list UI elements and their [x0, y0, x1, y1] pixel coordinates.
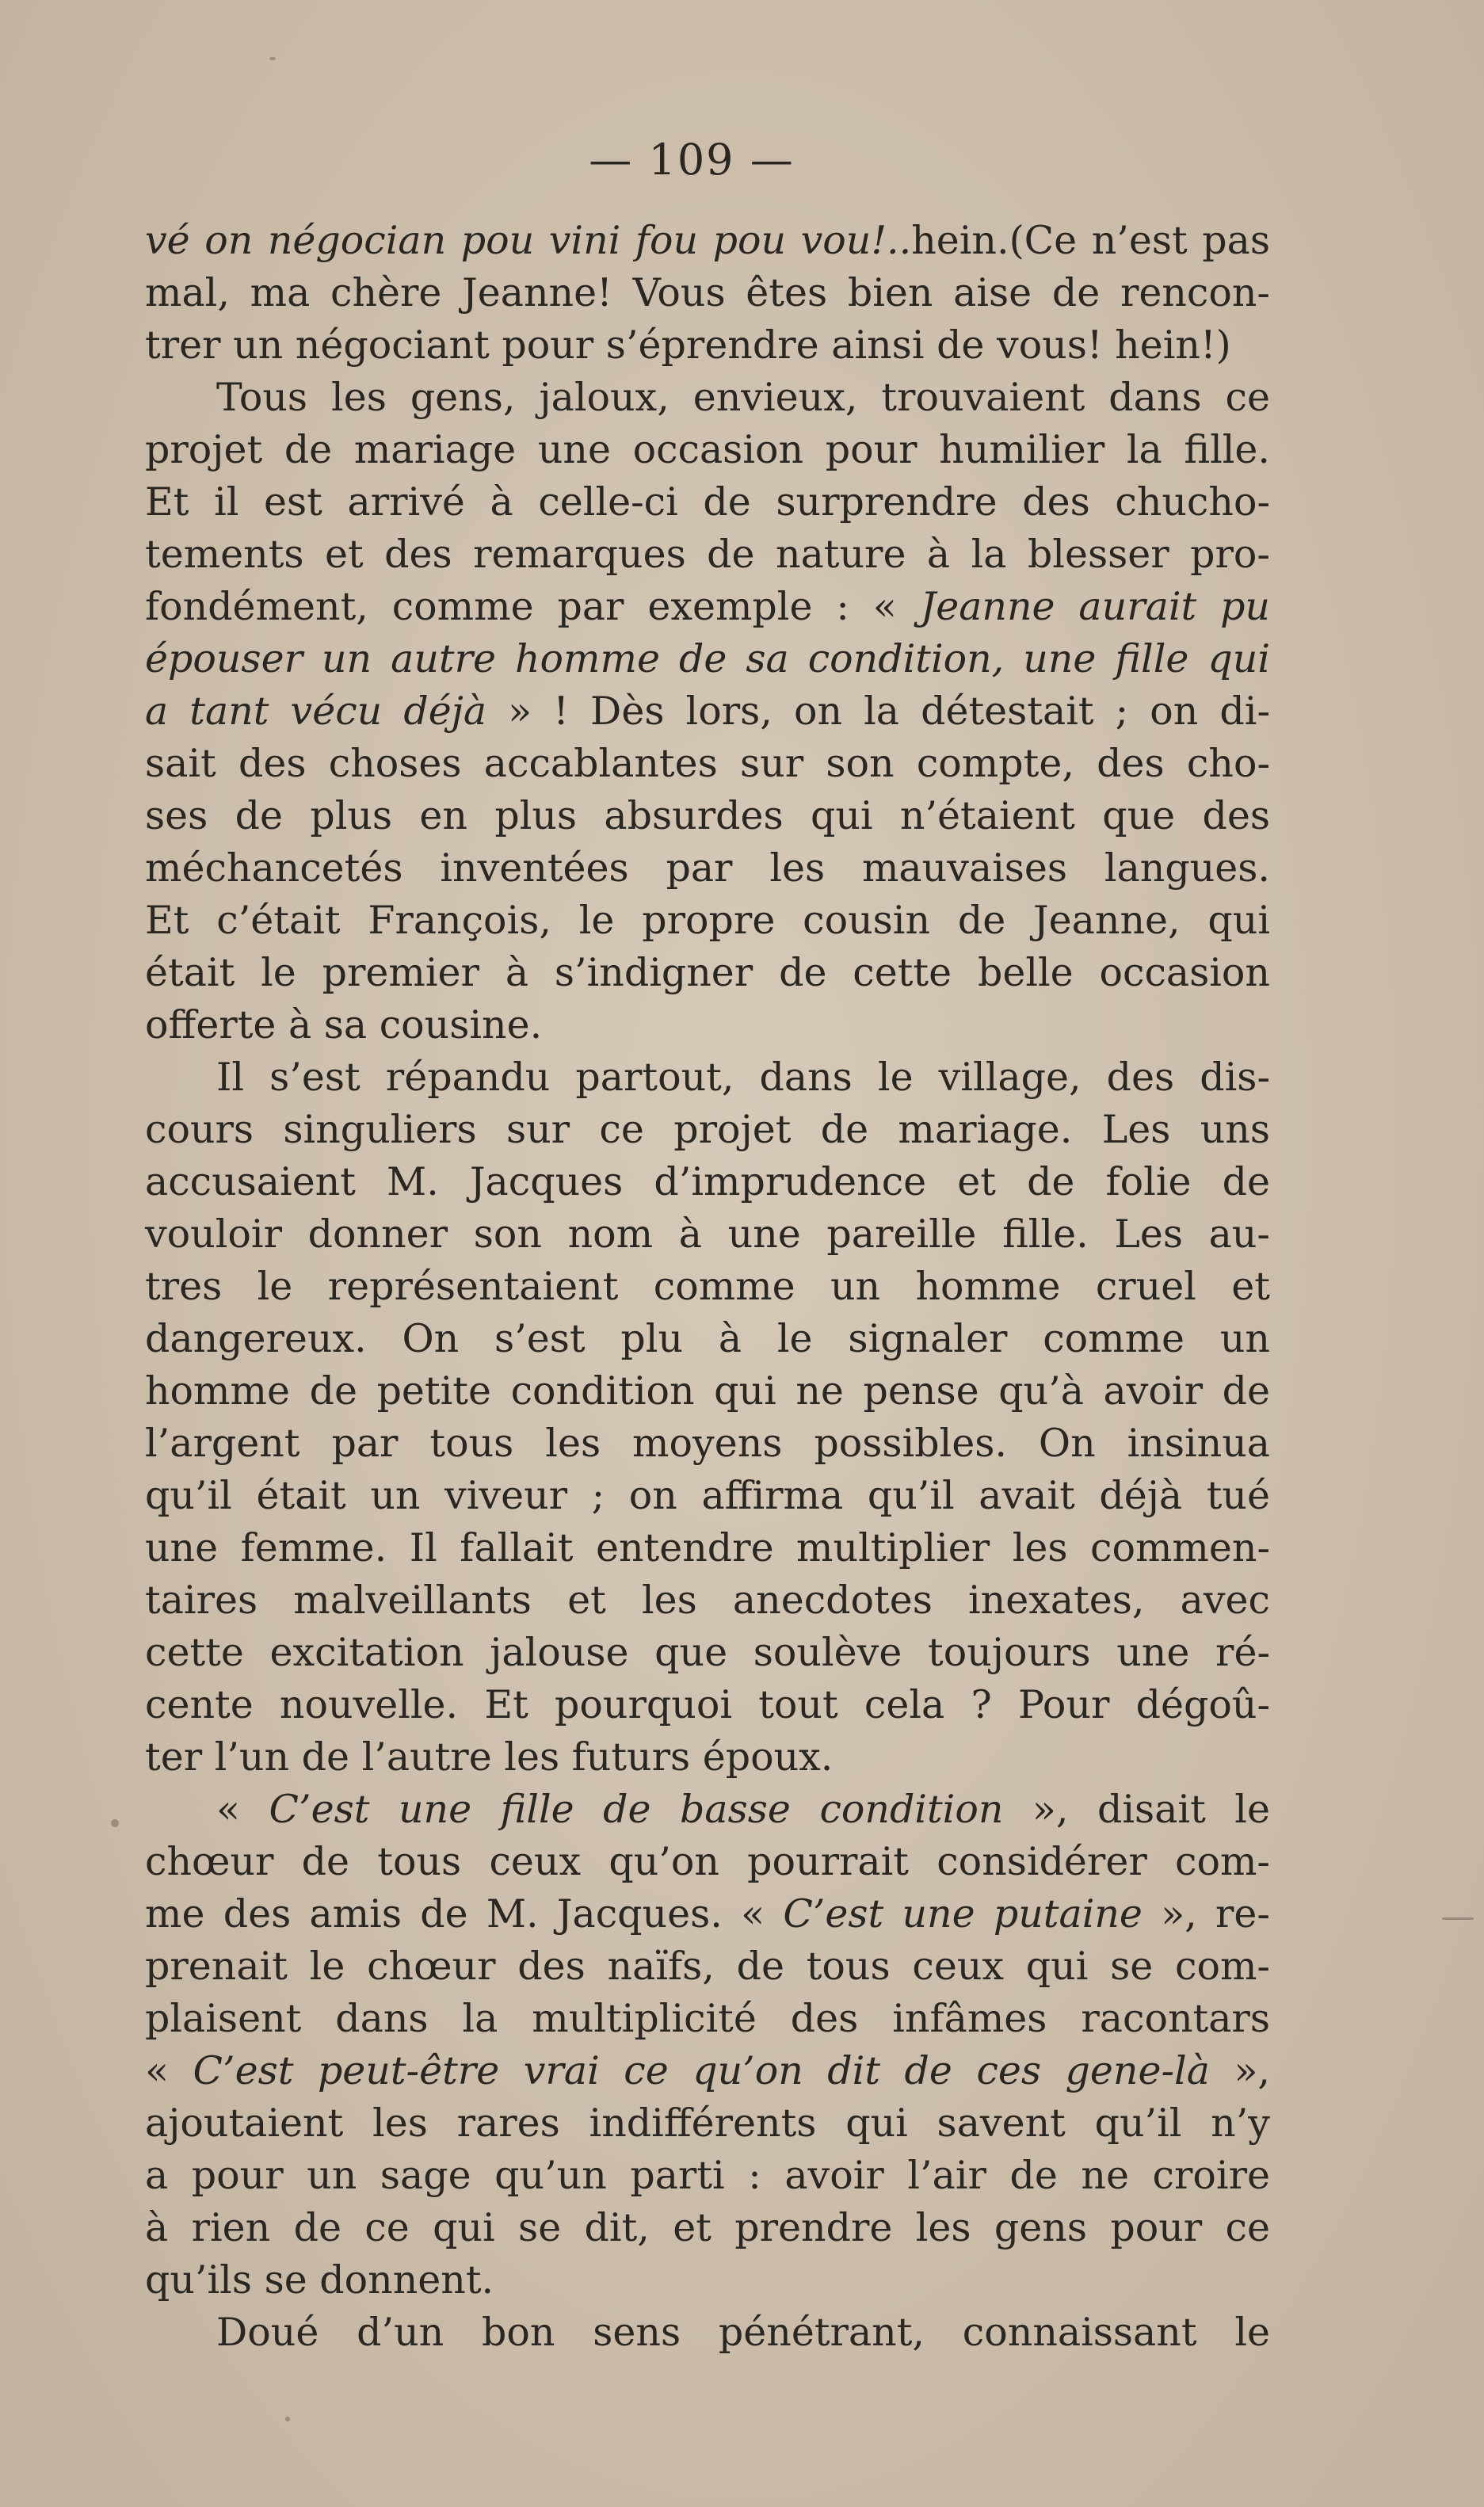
text-line — [145, 1784, 1270, 1836]
text-line — [145, 319, 1270, 372]
text-line — [145, 1365, 1270, 1418]
text-segment: mal, ma chère Jeanne! Vous êtes bien aise de rencon- — [145, 270, 1270, 315]
text-line — [145, 1156, 1270, 1208]
italic-text: Jeanne aurait pu — [920, 584, 1270, 629]
text-line — [145, 999, 1270, 1051]
text-segment: prenait le chœur des naïfs, de tous ceux qui se com- — [145, 1944, 1270, 1989]
text-line — [145, 2254, 1270, 2307]
text-line — [145, 685, 1270, 738]
text-segment: offerte à sa cousine. — [145, 1002, 543, 1047]
text-line — [145, 581, 1270, 633]
text-segment: me des amis de M. Jacques. « — [145, 1891, 784, 1937]
text-segment: qu’ils se donnent. — [145, 2257, 494, 2303]
book-page — [145, 135, 1270, 2359]
text-line — [145, 738, 1270, 790]
text-line — [145, 1104, 1270, 1156]
text-segment: accusaient M. Jacques d’imprudence et de folie de — [145, 1159, 1270, 1204]
text-segment: chœur de tous ceux qu’on pourrait considérer com- — [145, 1839, 1270, 1884]
text-line — [145, 267, 1270, 319]
text-segment: tres le représentaient comme un homme cruel et — [145, 1264, 1270, 1309]
paragraph — [145, 1784, 1270, 2307]
text-line — [145, 528, 1270, 581]
text-line — [145, 2202, 1270, 2254]
text-segment: ajoutaient les rares indifférents qui savent qu’il n’y — [145, 2101, 1270, 2146]
text-line — [145, 2097, 1270, 2150]
text-segment: », disait le — [1003, 1787, 1270, 1832]
text-segment: vouloir donner son nom à une pareille fille. Les au- — [145, 1212, 1270, 1257]
italic-text: C’est peut-être vrai ce qu’on dit de ces gene-là — [193, 2048, 1210, 2093]
text-line — [145, 895, 1270, 947]
paragraph — [145, 1051, 1270, 1784]
text-line — [145, 633, 1270, 685]
text-line — [145, 1313, 1270, 1365]
text-segment: homme de petite condition qui ne pense qu’à avoir de — [145, 1368, 1270, 1414]
text-line — [145, 1836, 1270, 1888]
text-line — [145, 1679, 1270, 1731]
text-line — [145, 2045, 1270, 2097]
text-line — [145, 372, 1270, 424]
paragraph — [145, 372, 1270, 1051]
italic-text: épouser un autre homme de sa condition, une fille qui — [145, 636, 1270, 681]
text-segment: », re- — [1142, 1891, 1270, 1937]
text-line — [145, 2150, 1270, 2202]
italic-text: a tant vécu déjà — [145, 689, 487, 734]
text-line — [145, 424, 1270, 476]
paper-speck — [285, 2417, 290, 2421]
text-segment: dangereux. On s’est plu à le signaler comme un — [145, 1316, 1270, 1361]
text-line — [145, 1522, 1270, 1574]
page-number: — 109 — — [589, 135, 795, 185]
paper-speck — [1442, 1917, 1474, 1920]
text-line — [145, 842, 1270, 895]
text-line — [145, 476, 1270, 528]
text-segment: à rien de ce qui se dit, et prendre les gens pour ce — [145, 2205, 1270, 2250]
text-line — [145, 1470, 1270, 1522]
italic-text: C’est une fille de basse condition — [269, 1787, 1004, 1832]
paper-speck — [111, 1819, 119, 1827]
text-line — [145, 1993, 1270, 2045]
text-segment: Il s’est répandu partout, dans le village, des dis- — [216, 1055, 1270, 1100]
text-segment: ses de plus en plus absurdes qui n’étaient que des — [145, 793, 1270, 838]
text-line — [145, 1261, 1270, 1313]
text-line — [145, 1627, 1270, 1679]
text-segment: « — [145, 2048, 193, 2093]
paragraph — [145, 215, 1270, 372]
text-line — [145, 1208, 1270, 1261]
text-segment: cours singuliers sur ce projet de mariage. Les uns — [145, 1107, 1270, 1152]
text-line — [145, 1574, 1270, 1627]
text-segment: cente nouvelle. Et pourquoi tout cela ? Pour dégoû- — [145, 1682, 1270, 1727]
text-segment: Tous les gens, jaloux, envieux, trouvaient dans ce — [216, 375, 1270, 420]
italic-text: vé on négocian pou vini fou pou vou!.. — [145, 218, 912, 263]
text-line — [145, 1418, 1270, 1470]
text-segment: Et c’était François, le propre cousin de Jeanne, qui — [145, 898, 1270, 943]
text-segment: a pour un sage qu’un parti : avoir l’air de ne croire — [145, 2153, 1270, 2198]
text-segment: qu’il était un viveur ; on affirma qu’il avait déjà tué — [145, 1473, 1270, 1518]
text-segment: cette excitation jalouse que soulève toujours une ré- — [145, 1630, 1270, 1675]
text-segment: sait des choses accablantes sur son compte, des cho- — [145, 741, 1270, 786]
text-line — [145, 215, 1270, 267]
text-segment: trer un négociant pour s’éprendre ainsi de vous! hein!) — [145, 322, 1231, 368]
text-segment: » ! Dès lors, on la détestait ; on di- — [486, 689, 1270, 734]
text-line — [145, 790, 1270, 842]
text-segment: taires malveillants et les anecdotes inexates, avec — [145, 1578, 1270, 1623]
text-segment: Doué d’un bon sens pénétrant, connaissant le — [216, 2310, 1270, 2355]
text-segment: l’argent par tous les moyens possibles. On insinua — [145, 1421, 1270, 1466]
text-segment: une femme. Il fallait entendre multiplier les commen- — [145, 1525, 1270, 1570]
text-segment: projet de mariage une occasion pour humilier la fille. — [145, 427, 1270, 472]
text-segment: », — [1209, 2048, 1270, 2093]
text-segment: tements et des remarques de nature à la blesser pro- — [145, 532, 1270, 577]
body-text — [145, 215, 1270, 2359]
text-segment: fondément, comme par exemple : « — [145, 584, 921, 629]
text-line — [145, 1051, 1270, 1104]
text-segment: plaisent dans la multiplicité des infâmes racontars — [145, 1996, 1270, 2041]
text-line — [145, 1940, 1270, 1993]
text-line — [145, 1888, 1270, 1940]
text-line — [145, 1731, 1270, 1784]
text-segment: méchancetés inventées par les mauvaises langues. — [145, 845, 1270, 891]
text-line — [145, 2307, 1270, 2359]
text-segment: « — [216, 1787, 269, 1832]
text-segment: Et il est arrivé à celle-ci de surprendre des chucho- — [145, 479, 1270, 525]
paragraph — [145, 2307, 1270, 2359]
text-segment: était le premier à s’indigner de cette belle occasion — [145, 950, 1270, 995]
text-segment: ter l’un de l’autre les futurs époux. — [145, 1734, 834, 1780]
paper-speck — [269, 57, 276, 60]
italic-text: C’est une putaine — [783, 1891, 1143, 1937]
text-segment: hein.(Ce n’est pas — [911, 218, 1270, 263]
text-line — [145, 947, 1270, 999]
